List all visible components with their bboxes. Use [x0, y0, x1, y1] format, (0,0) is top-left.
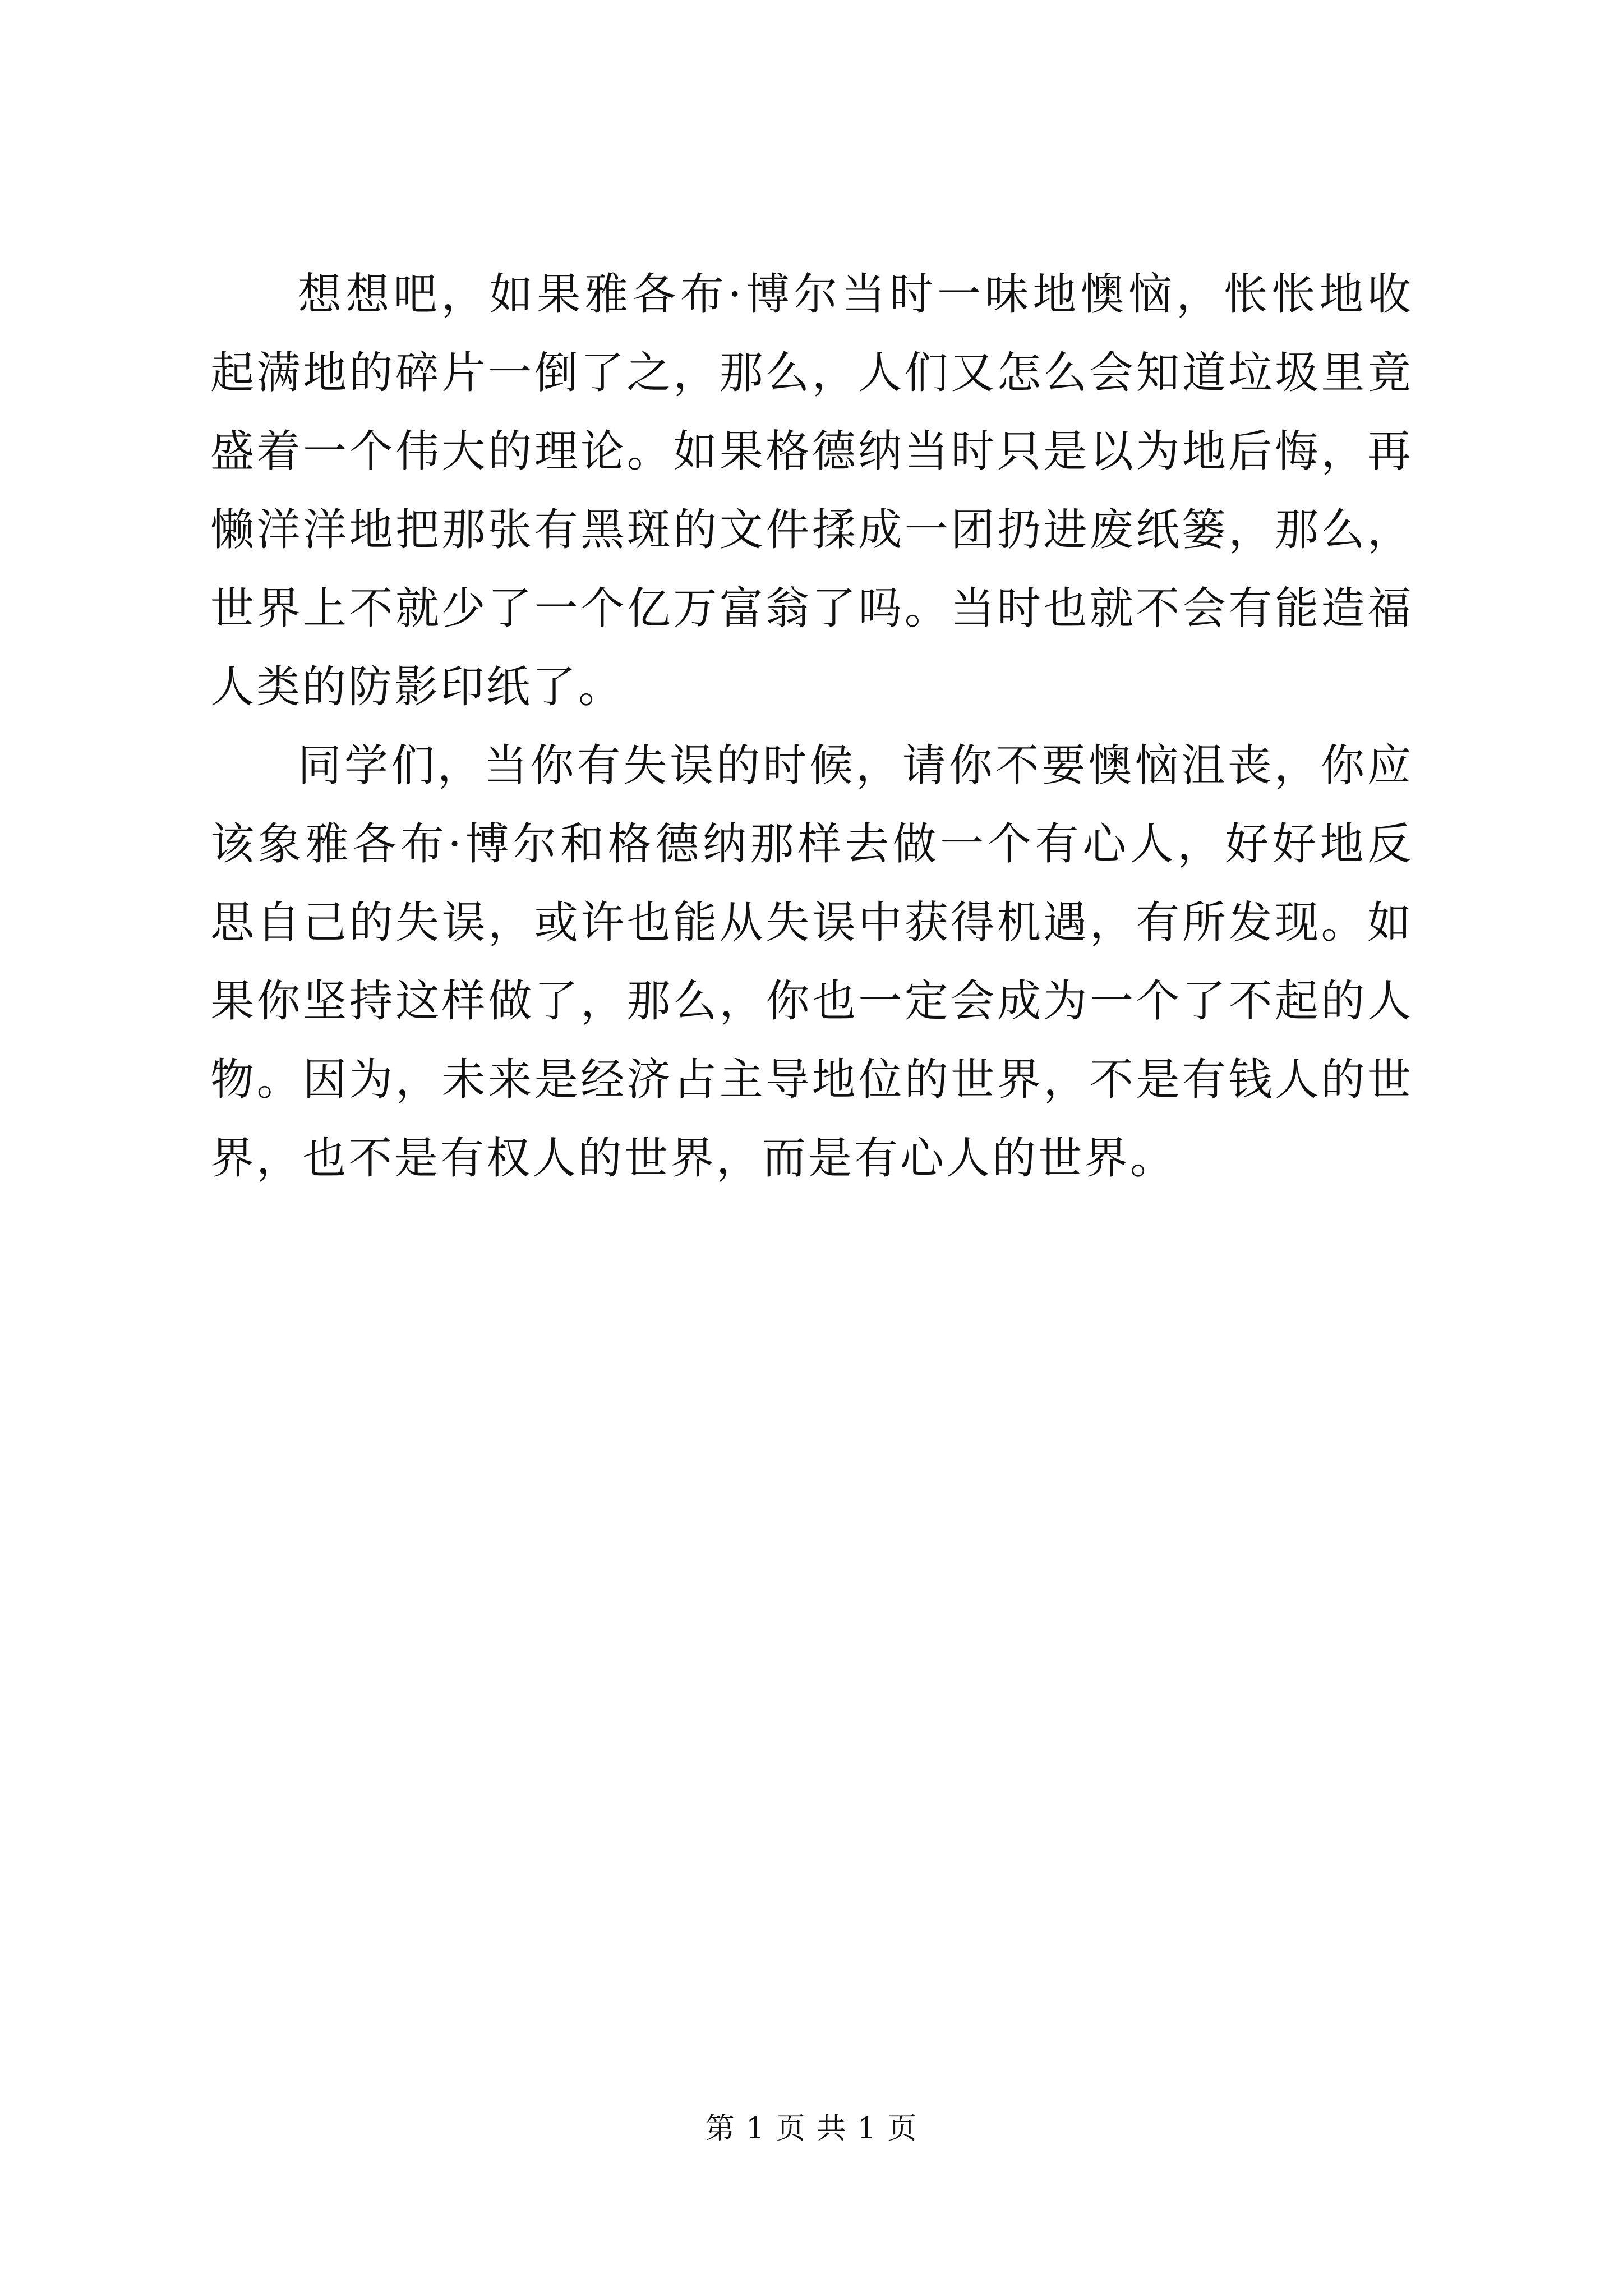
paragraph-2: 同学们，当你有失误的时候，请你不要懊恼沮丧，你应该象雅各布·博尔和格德纳那样去做一个有心人，好好地反思自己的失误，或许也能从失误中获得机遇，有所发现。如果你坚持这样做了，那么，你也一定会成为一个了不起的人物。因为，未来是经济占主导地位的世界，不是有钱人的世界，也不是有权人的世界，而是有心人的世界。 [210, 740, 1413, 1184]
paragraph-1: 想想吧，如果雅各布·博尔当时一味地懊恼，怅怅地收起满地的碎片一倒了之，那么，人们又怎么会知道垃圾里竟盛着一个伟大的理论。如果格德纳当时只是以为地后悔，再懒洋洋地把那张有黑斑的文件揉成一团扔进废纸篓，那么，世界上不就少了一个亿万富翁了吗。当时也就不会有能造福人类的防影印纸了。 [210, 269, 1413, 712]
document-body [210, 255, 1413, 1198]
page-footer: 第 1 页 共 1 页 [705, 2112, 918, 2146]
